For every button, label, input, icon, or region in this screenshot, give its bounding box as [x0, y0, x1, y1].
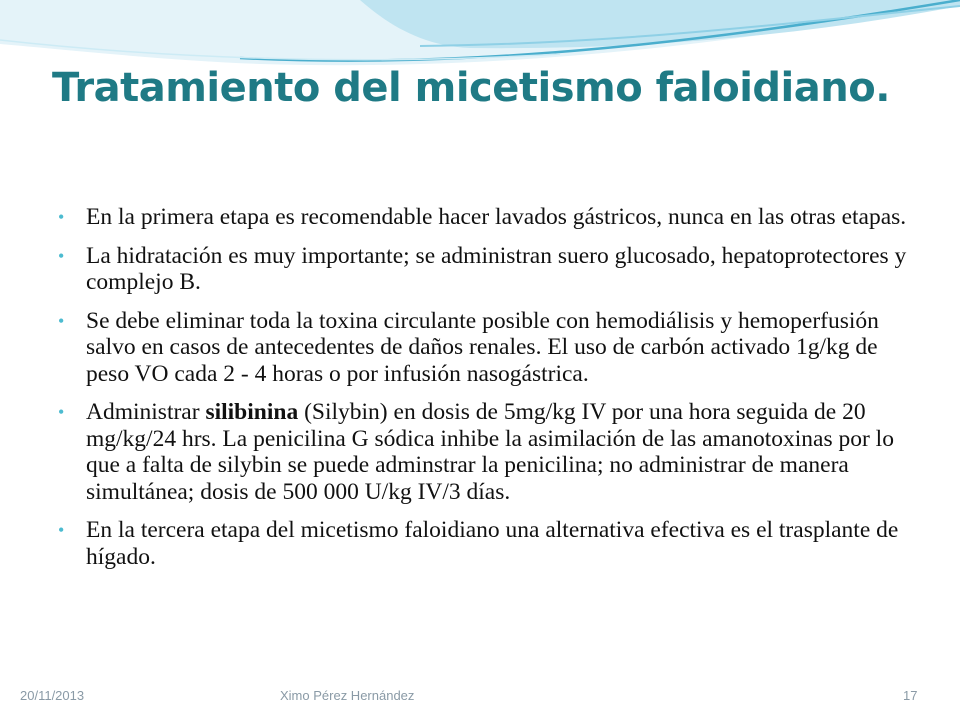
bullet-list [56, 204, 926, 582]
bullet-dot-icon: • [58, 207, 65, 227]
bullet-item [56, 204, 926, 231]
bullet-item [56, 517, 926, 570]
bullet-item [56, 399, 926, 505]
bullet-text: Se debe eliminar toda la toxina circulante posible con hemodiálisis y hemoperfusión salvo en casos de antecedentes de daños renales. El uso de carbón activado 1g/kg de peso VO cada 2 - 4 horas o por infusión nasogástrica. [86, 307, 879, 387]
bullet-dot-icon: • [58, 310, 65, 331]
bullet-text-before: Administrar [86, 399, 206, 425]
bullet-bold-term: silibinina [205, 399, 299, 425]
bullet-text: La hidratación es muy importante; se administran suero glucosado, hepatoprotectores y complejo B. [86, 242, 907, 295]
slide-title: Tratamiento del micetismo faloidiano. [52, 65, 890, 111]
bullet-dot-icon: • [58, 520, 65, 540]
bullet-text-after: (Silybin) en dosis de 5mg/kg IV por una hora seguida de 20 mg/kg/24 hrs. La penicilina G sódica inhibe la asimilación de las amanotoxinas por lo que a falta de silybin se puede adminstrar la penicilina; no administrar de manera simultánea; dosis de 500 000 U/kg IV/3 días. [86, 399, 894, 505]
bullet-dot-icon: • [58, 402, 65, 422]
footer-date: 20/11/2013 [20, 688, 85, 703]
wave-band-mid [360, 0, 960, 48]
bullet-dot-icon: • [58, 245, 65, 266]
footer-page-number: 17 [903, 688, 918, 703]
bullet-text: En la tercera etapa del micetismo faloidiano una alternativa efectiva es el trasplante de hígado. [86, 517, 899, 570]
bullet-text: En la primera etapa es recomendable hacer lavados gástricos, nunca en las otras etapas. [86, 204, 907, 230]
bullet-item [56, 308, 926, 388]
footer-author: Ximo Pérez Hernández [280, 688, 415, 703]
bullet-item [56, 243, 926, 296]
